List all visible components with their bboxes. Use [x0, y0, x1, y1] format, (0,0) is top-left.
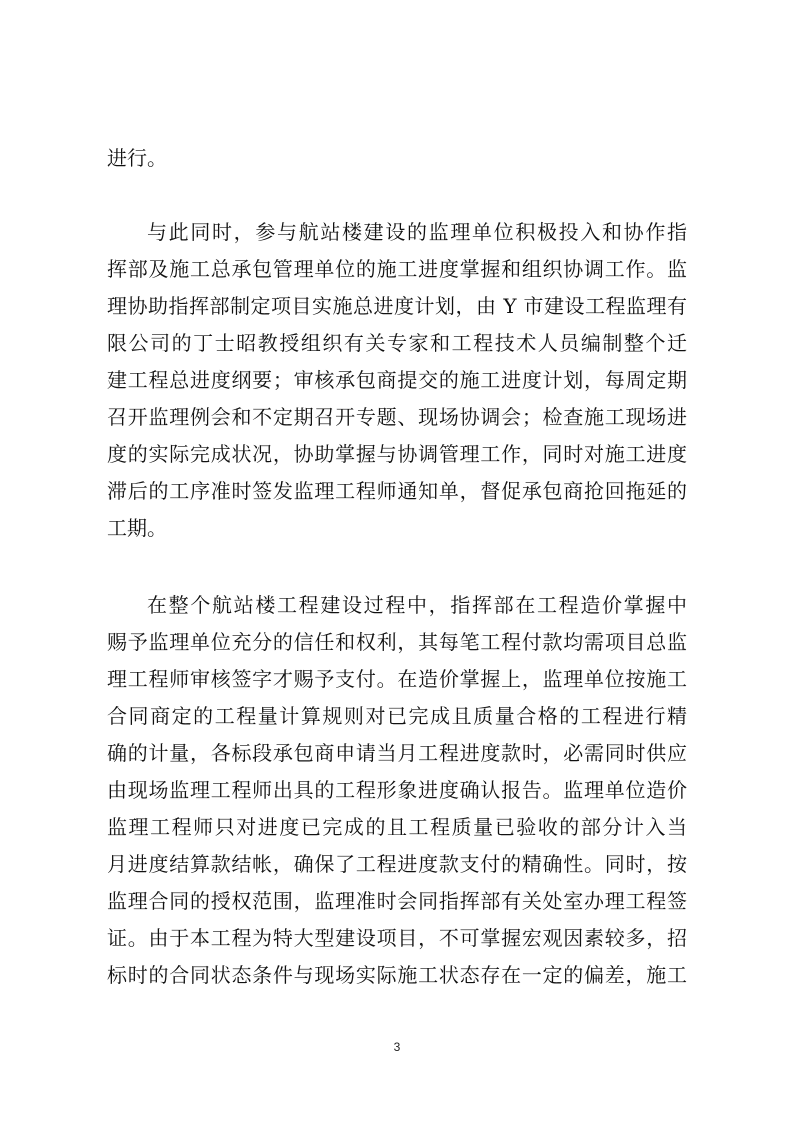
paragraph-3-line-9: 监理合同的授权范围，监理准时会同指挥部有关处室办理工程签	[107, 889, 687, 913]
paragraph-3-line-1: 在整个航站楼工程建设过程中，指挥部在工程造价掌握中	[147, 593, 687, 617]
paragraph-3-line-10: 证。由于本工程为特大型建设项目，不可掌握宏观因素较多，招	[107, 926, 687, 950]
paragraph-2-line-9: 工期。	[107, 516, 167, 540]
paragraph-3-line-3: 理工程师审核签字才赐予支付。在造价掌握上，监理单位按施工	[107, 667, 687, 691]
paragraph-3-line-5: 确的计量，各标段承包商申请当月工程进度款时，必需同时供应	[107, 741, 687, 765]
paragraph-3-line-7: 监理工程师只对进度已完成的且工程质量已验收的部分计入当	[107, 815, 687, 839]
page-number: 3	[393, 1040, 401, 1054]
paragraph-2-line-1: 与此同时，参与航站楼建设的监理单位积极投入和协作指	[147, 220, 687, 244]
paragraph-2-line-7: 度的实际完成状况，协助掌握与协调管理工作，同时对施工进度	[107, 442, 687, 466]
paragraph-1-line-1: 进行。	[107, 146, 167, 170]
paragraph-2-line-6: 召开监理例会和不定期召开专题、现场协调会；检查施工现场进	[107, 405, 687, 429]
paragraph-3-line-2: 赐予监理单位充分的信任和权利，其每笔工程付款均需项目总监	[107, 630, 687, 654]
paragraph-2-line-3: 理协助指挥部制定项目实施总进度计划，由 Y 市建设工程监理有	[107, 294, 687, 318]
paragraph-3-line-6: 由现场监理工程师出具的工程形象进度确认报告。监理单位造价	[107, 778, 687, 802]
paragraph-2-line-4: 限公司的丁士昭教授组织有关专家和工程技术人员编制整个迁	[107, 331, 687, 355]
paragraph-2-line-5: 建工程总进度纲要；审核承包商提交的施工进度计划，每周定期	[107, 368, 687, 392]
paragraph-2-line-2: 挥部及施工总承包管理单位的施工进度掌握和组织协调工作。监	[107, 257, 687, 281]
paragraph-3-line-4: 合同商定的工程量计算规则对已完成且质量合格的工程进行精	[107, 704, 687, 728]
paragraph-2-line-8: 滞后的工序准时签发监理工程师通知单，督促承包商抢回拖延的	[107, 479, 687, 503]
paragraph-3-line-11: 标时的合同状态条件与现场实际施工状态存在一定的偏差，施工	[107, 963, 687, 987]
paragraph-3-line-8: 月进度结算款结帐，确保了工程进度款支付的精确性。同时，按	[107, 852, 687, 876]
